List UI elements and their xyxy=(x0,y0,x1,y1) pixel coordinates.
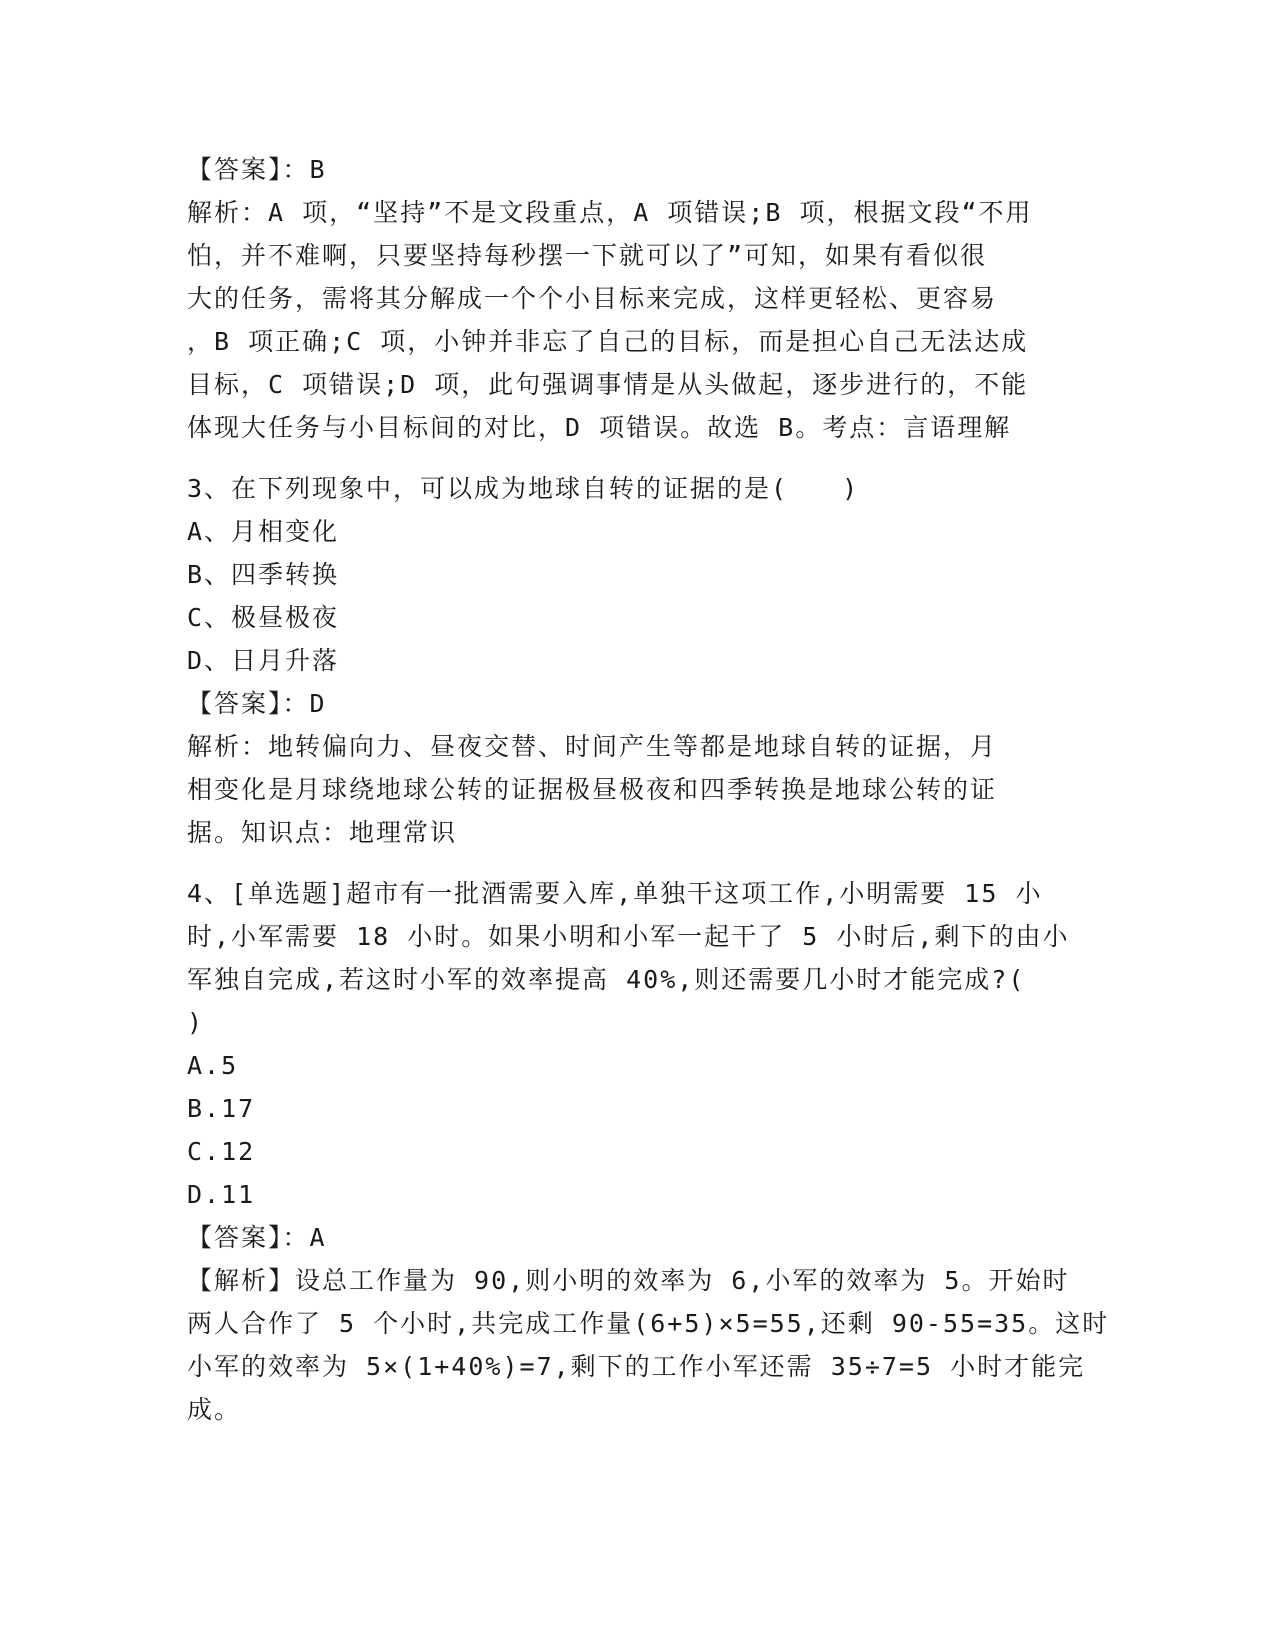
q2-analysis-line: 怕，并不难啊，只要坚持每秒摆一下就可以了”可知，如果有看似很 xyxy=(187,241,988,270)
q3-option-d: D、日月升落 xyxy=(187,646,340,675)
q3-question: 3、在下列现象中，可以成为地球自转的证据的是( ) xyxy=(187,474,860,503)
q4-option-d: D.11 xyxy=(187,1180,256,1209)
q2-analysis-line: 解析：A 项，“坚持”不是文段重点，A 项错误;B 项，根据文段“不用 xyxy=(187,198,1033,227)
q4-option-c: C.12 xyxy=(187,1137,256,1166)
q3-answer: 【答案】：D xyxy=(187,689,327,718)
q3-option-a: A、月相变化 xyxy=(187,517,340,546)
q3-option-b: B、四季转换 xyxy=(187,560,340,589)
q3-analysis-line: 据。知识点：地理常识 xyxy=(187,818,458,847)
q3-analysis-line: 相变化是月球绕地球公转的证据极昼极夜和四季转换是地球公转的证 xyxy=(187,775,998,804)
q3-option-c: C、极昼极夜 xyxy=(187,603,340,632)
q4-analysis-line: 成。 xyxy=(187,1395,242,1424)
document-page xyxy=(187,148,1110,1431)
q4-answer: 【答案】：A xyxy=(187,1223,327,1252)
q2-analysis-line: ，B 项正确;C 项，小钟并非忘了自己的目标，而是担心自己无法达成 xyxy=(187,327,1029,356)
q2-analysis-line: 体现大任务与小目标间的对比，D 项错误。故选 B。考点：言语理解 xyxy=(187,413,1012,442)
q2-analysis-line: 大的任务，需将其分解成一个个小目标来完成，这样更轻松、更容易 xyxy=(187,284,998,313)
q3-block xyxy=(187,467,1087,854)
q4-question-line: 时,小军需要 18 小时。如果小明和小军一起干了 5 小时后,剩下的由小 xyxy=(187,922,1070,951)
q4-question-line: 军独自完成,若这时小军的效率提高 40%,则还需要几小时才能完成?( xyxy=(187,965,1026,994)
q4-analysis-line: 小军的效率为 5×(1+40%)=7,剩下的工作小军还需 35÷7=5 小时才能完 xyxy=(187,1352,1086,1381)
q4-question-line: 4、[单选题]超市有一批酒需要入库,单独干这项工作,小明需要 15 小 xyxy=(187,879,1043,908)
q2-analysis-line: 目标，C 项错误;D 项，此句强调事情是从头做起，逐步进行的，不能 xyxy=(187,370,1029,399)
q2-block xyxy=(187,148,1087,449)
q2-answer: 【答案】：B xyxy=(187,155,327,184)
q4-block xyxy=(187,872,1110,1431)
q4-option-a: A.5 xyxy=(187,1051,239,1080)
q4-analysis-line: 两人合作了 5 个小时,共完成工作量(6+5)×5=55,还剩 90-55=35。这时 xyxy=(187,1309,1110,1338)
q4-option-b: B.17 xyxy=(187,1094,256,1123)
q3-analysis-line: 解析：地转偏向力、昼夜交替、时间产生等都是地球自转的证据，月 xyxy=(187,732,998,761)
q4-analysis-line: 【解析】设总工作量为 90,则小明的效率为 6,小军的效率为 5。开始时 xyxy=(187,1266,1070,1295)
q4-question-line: ) xyxy=(187,1008,205,1037)
